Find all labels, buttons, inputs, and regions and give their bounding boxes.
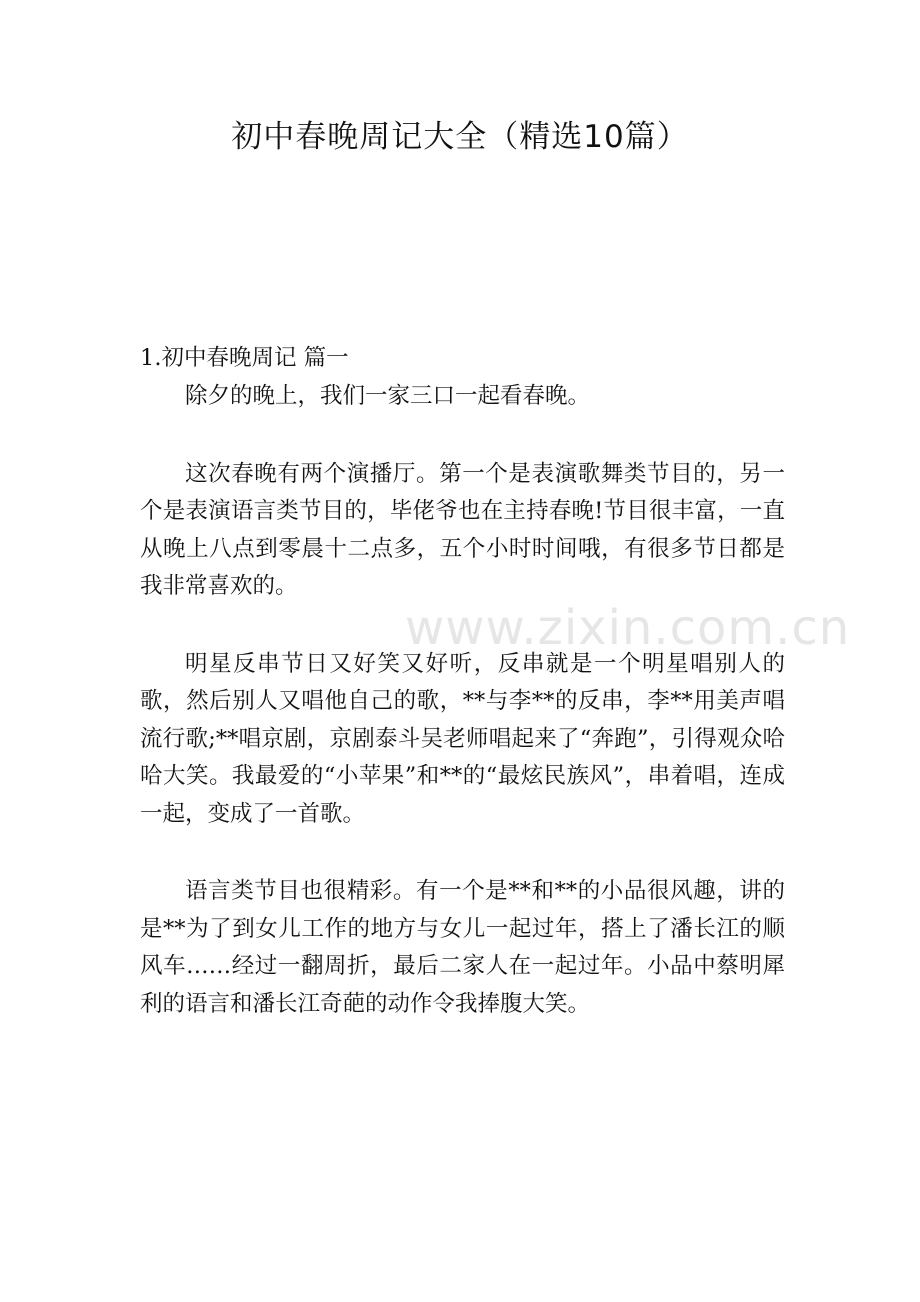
paragraph-4: 语言类节目也很精彩。有一个是**和**的小品很风趣，讲的是**为了到女儿工作的地方与女儿一起过年，搭上了潘长江的顺风车……经过一翻周折，最后二家人在一起过年。小品中蔡明犀利的语言和潘长江奇葩的动作令我捧腹大笑。 (140, 878, 785, 1017)
section-heading: 1.初中春晚周记 篇一 (140, 345, 349, 371)
paragraph-1: 除夕的晚上，我们一家三口一起看春晚。 (185, 383, 591, 409)
paragraph-3: 明星反串节日又好笑又好听，反串就是一个明星唱别人的歌，然后别人又唱他自己的歌，**与李**的反串，李**用美声唱流行歌;**唱京剧，京剧泰斗吴老师唱起来了“奔跑”，引得观众哈哈大笑。我最爱的“小苹果”和**的“最炫民族风”，串着唱，连成一起，变成了一首歌。 (140, 650, 785, 827)
document-body (140, 340, 785, 1063)
watermark: www.zixin.com.cn (405, 600, 851, 656)
paragraph-2: 这次春晚有两个演播厅。第一个是表演歌舞类节目的，另一个是表演语言类节目的，毕佬爷也在主持春晚!节目很丰富，一直从晚上八点到零晨十二点多，五个小时时间哦，有很多节日都是我非常喜欢的。 (140, 460, 785, 599)
document-title: 初中春晚周记大全（精选10篇） (231, 119, 689, 155)
